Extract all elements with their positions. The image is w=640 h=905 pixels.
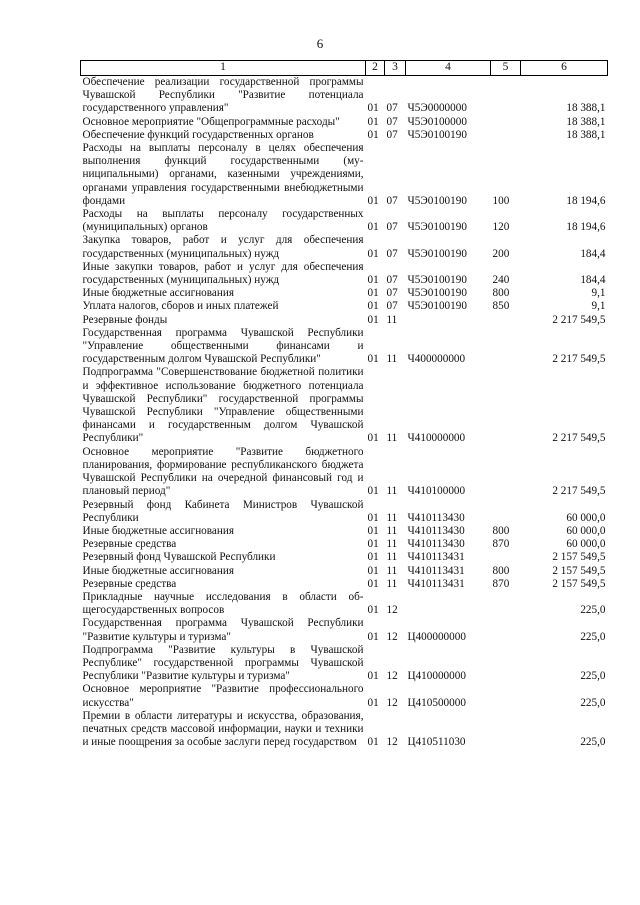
table-row bbox=[81, 327, 608, 367]
column-header-name: 1 bbox=[81, 61, 366, 76]
row-subsection: 12 bbox=[386, 670, 398, 683]
table-row bbox=[81, 300, 608, 313]
row-subsection: 11 bbox=[386, 538, 398, 551]
row-subsection: 07 bbox=[386, 300, 398, 313]
row-section: 01 bbox=[367, 274, 379, 287]
row-target-article: Ч5Э0100190 bbox=[407, 128, 467, 141]
row-name: Подпрограмма "Развитие культуры в Чувашской Республике" государственной программы Чувашской Республики "Развитие культуры и туризма" bbox=[82, 643, 364, 683]
row-subsection: 11 bbox=[386, 432, 398, 445]
table-row bbox=[81, 116, 608, 129]
column-header-subsection: 3 bbox=[385, 61, 406, 76]
row-subsection: 07 bbox=[386, 274, 398, 287]
table-row bbox=[81, 129, 608, 142]
table-row bbox=[81, 591, 608, 617]
row-target-article: Ч410113430 bbox=[407, 538, 465, 551]
row-name: Государственная программа Чувашской Республики "Управление общественными финансами и государственным долгом Чувашской Республики" bbox=[82, 326, 364, 366]
table-row bbox=[81, 76, 608, 116]
row-expense-type: 870 bbox=[492, 577, 510, 590]
row-amount: 9,1 bbox=[591, 300, 606, 313]
row-name: Основное мероприятие "Общепрограммные расходы" bbox=[82, 115, 340, 128]
row-subsection: 11 bbox=[386, 485, 398, 498]
row-amount: 60 000,0 bbox=[566, 538, 606, 551]
row-expense-type: 870 bbox=[492, 538, 510, 551]
row-name: Расходы на выплаты персоналу государственных (муниципальных) органов bbox=[82, 208, 364, 234]
row-expense-type bbox=[491, 591, 521, 617]
table-row bbox=[81, 446, 608, 499]
row-subsection: 11 bbox=[386, 353, 398, 366]
row-expense-type bbox=[491, 76, 521, 116]
row-name: Резервные средства bbox=[82, 538, 177, 551]
row-amount: 2 217 549,5 bbox=[552, 485, 606, 498]
row-subsection: 12 bbox=[386, 696, 398, 709]
row-target-article: Ч5Э0100190 bbox=[407, 287, 467, 300]
row-expense-type bbox=[491, 617, 521, 643]
row-target-article bbox=[406, 591, 491, 617]
row-amount: 225,0 bbox=[580, 630, 606, 643]
row-expense-type bbox=[491, 129, 521, 142]
row-amount: 225,0 bbox=[580, 736, 606, 749]
table-row bbox=[81, 565, 608, 578]
row-amount: 60 000,0 bbox=[566, 524, 606, 537]
table-row bbox=[81, 683, 608, 709]
row-amount: 18 388,1 bbox=[566, 115, 606, 128]
row-subsection: 07 bbox=[386, 115, 398, 128]
row-subsection: 07 bbox=[386, 128, 398, 141]
row-name: Обеспечение реализации государственной программы Чувашской Республики "Развитие потенциала государственного управления" bbox=[82, 76, 364, 115]
row-amount: 225,0 bbox=[580, 670, 606, 683]
row-name: Подпрограмма "Совершенствование бюджетной политики и эффективное использование бюджетного потенциала Чувашской Республики" государственной программы Чувашской Республики "Управление общественными финансами и государственным долгом Чувашской Республики" bbox=[82, 366, 364, 445]
row-amount: 18 388,1 bbox=[566, 128, 606, 141]
column-header-amount: 6 bbox=[521, 61, 608, 76]
row-amount: 2 217 549,5 bbox=[552, 432, 606, 445]
row-expense-type bbox=[491, 499, 521, 525]
row-expense-type: 100 bbox=[492, 194, 510, 207]
row-expense-type: 800 bbox=[492, 524, 510, 537]
row-expense-type: 800 bbox=[492, 564, 510, 577]
row-name: Иные бюджетные ассигнования bbox=[82, 287, 234, 300]
row-expense-type bbox=[491, 366, 521, 445]
row-name: Резервный фонд Кабинета Министров Чувашской Республики bbox=[82, 498, 364, 524]
row-section: 01 bbox=[367, 670, 379, 683]
column-header-expense-type: 5 bbox=[491, 61, 521, 76]
row-section: 01 bbox=[367, 194, 379, 207]
row-subsection: 11 bbox=[386, 313, 398, 326]
row-target-article: Ц410500000 bbox=[407, 696, 466, 709]
row-name: Резервные средства bbox=[82, 577, 177, 590]
row-target-article: Ц400000000 bbox=[407, 630, 466, 643]
column-header-section: 2 bbox=[366, 61, 385, 76]
row-section: 01 bbox=[367, 630, 379, 643]
row-expense-type bbox=[491, 116, 521, 129]
row-name: Резервный фонд Чувашской Республики bbox=[82, 551, 276, 564]
row-section: 01 bbox=[367, 511, 379, 524]
row-expense-type bbox=[491, 551, 521, 564]
row-expense-type bbox=[491, 683, 521, 709]
row-name: Государственная программа Чувашской Республики "Развитие культуры и туризма" bbox=[82, 617, 364, 643]
table-row bbox=[81, 142, 608, 208]
row-subsection: 11 bbox=[386, 564, 398, 577]
table-row bbox=[81, 617, 608, 643]
table-row bbox=[81, 314, 608, 327]
row-expense-type: 200 bbox=[492, 247, 510, 260]
row-section: 01 bbox=[367, 551, 379, 564]
row-amount: 18 388,1 bbox=[566, 102, 606, 115]
row-name: Иные бюджетные ассигнования bbox=[82, 524, 234, 537]
row-subsection: 07 bbox=[386, 287, 398, 300]
row-section: 01 bbox=[367, 300, 379, 313]
table-row bbox=[81, 578, 608, 591]
row-amount: 225,0 bbox=[580, 604, 606, 617]
row-section: 01 bbox=[367, 538, 379, 551]
row-amount: 9,1 bbox=[591, 287, 606, 300]
row-subsection: 12 bbox=[386, 604, 398, 617]
row-name: Резервные фонды bbox=[82, 313, 168, 326]
row-section: 01 bbox=[367, 221, 379, 234]
row-subsection: 11 bbox=[386, 511, 398, 524]
row-target-article bbox=[406, 314, 491, 327]
row-subsection: 11 bbox=[386, 524, 398, 537]
row-target-article: Ч410113431 bbox=[407, 577, 465, 590]
row-amount: 18 194,6 bbox=[566, 194, 606, 207]
row-section: 01 bbox=[367, 287, 379, 300]
row-subsection: 07 bbox=[386, 221, 398, 234]
row-subsection: 11 bbox=[386, 551, 398, 564]
row-name: Иные закупки товаров, работ и услуг для обеспечения государственных (муниципальных) нужд bbox=[82, 260, 364, 287]
row-expense-type bbox=[491, 327, 521, 367]
row-amount: 184,4 bbox=[580, 274, 606, 287]
row-expense-type bbox=[491, 314, 521, 327]
table-row bbox=[81, 525, 608, 538]
row-section: 01 bbox=[367, 102, 379, 115]
row-expense-type bbox=[491, 446, 521, 499]
row-target-article: Ч5Э0000000 bbox=[407, 102, 467, 115]
row-name: Иные бюджетные ассигнования bbox=[82, 564, 234, 577]
row-section: 01 bbox=[367, 577, 379, 590]
table-row bbox=[81, 538, 608, 551]
row-target-article: Ч410113430 bbox=[407, 511, 465, 524]
row-target-article: Ц410511030 bbox=[407, 736, 466, 749]
row-expense-type: 120 bbox=[492, 221, 510, 234]
row-target-article: Ч5Э0100190 bbox=[407, 247, 467, 260]
row-expense-type: 800 bbox=[492, 287, 510, 300]
row-expense-type: 850 bbox=[492, 300, 510, 313]
row-section: 01 bbox=[367, 128, 379, 141]
table-row bbox=[81, 644, 608, 684]
row-target-article: Ч5Э0100190 bbox=[407, 221, 467, 234]
row-target-article: Ч5Э0100000 bbox=[407, 115, 467, 128]
column-header-target-article: 4 bbox=[406, 61, 491, 76]
row-section: 01 bbox=[367, 485, 379, 498]
table-header-row bbox=[81, 61, 608, 76]
row-amount: 60 000,0 bbox=[566, 511, 606, 524]
row-amount: 2 217 549,5 bbox=[552, 313, 606, 326]
row-subsection: 07 bbox=[386, 102, 398, 115]
row-subsection: 12 bbox=[386, 630, 398, 643]
row-expense-type bbox=[491, 644, 521, 684]
row-target-article: Ч410113430 bbox=[407, 524, 465, 537]
budget-table bbox=[80, 60, 608, 749]
row-section: 01 bbox=[367, 736, 379, 749]
row-name: Расходы на выплаты персоналу в целях обеспечения выполнения функций государственными (муниципальными) органами, казенными учреждениями, органами управления государственными внебюджетными фондами bbox=[82, 142, 364, 207]
row-subsection: 07 bbox=[386, 194, 398, 207]
row-name: Основное мероприятие "Развитие профессионального искусства" bbox=[82, 683, 364, 709]
table-row bbox=[81, 208, 608, 234]
table-row bbox=[81, 551, 608, 564]
row-section: 01 bbox=[367, 696, 379, 709]
table-row bbox=[81, 234, 608, 260]
row-expense-type bbox=[491, 710, 521, 750]
row-amount: 2 157 549,5 bbox=[552, 577, 606, 590]
table-row bbox=[81, 366, 608, 445]
row-amount: 2 157 549,5 bbox=[552, 551, 606, 564]
row-amount: 225,0 bbox=[580, 696, 606, 709]
row-section: 01 bbox=[367, 353, 379, 366]
row-section: 01 bbox=[367, 604, 379, 617]
row-target-article: Ц410000000 bbox=[407, 670, 466, 683]
table-row bbox=[81, 710, 608, 750]
row-subsection: 07 bbox=[386, 247, 398, 260]
row-subsection: 12 bbox=[386, 736, 398, 749]
page-number: 6 bbox=[316, 36, 324, 51]
row-name: Обеспечение функций государственных органов bbox=[82, 128, 314, 141]
table-row bbox=[81, 287, 608, 300]
row-amount: 2 217 549,5 bbox=[552, 353, 606, 366]
row-amount: 2 157 549,5 bbox=[552, 564, 606, 577]
row-target-article: Ч410000000 bbox=[407, 432, 466, 445]
row-target-article: Ч5Э0100190 bbox=[407, 274, 467, 287]
row-section: 01 bbox=[367, 524, 379, 537]
row-subsection: 11 bbox=[386, 577, 398, 590]
row-name: Уплата налогов, сборов и иных платежей bbox=[82, 300, 279, 313]
row-section: 01 bbox=[367, 313, 379, 326]
row-amount: 18 194,6 bbox=[566, 221, 606, 234]
row-target-article: Ч5Э0100190 bbox=[407, 300, 467, 313]
row-section: 01 bbox=[367, 247, 379, 260]
row-target-article: Ч410113431 bbox=[407, 564, 465, 577]
table-row bbox=[81, 261, 608, 287]
row-target-article: Ч410100000 bbox=[407, 485, 466, 498]
row-name: Основное мероприятие "Развитие бюджетного планирования, формирование республиканского бюджета Чувашской Республики на очередной финансовый год и плановый период" bbox=[82, 445, 364, 498]
row-expense-type: 240 bbox=[492, 274, 510, 287]
table-row bbox=[81, 499, 608, 525]
table-body bbox=[81, 76, 608, 750]
row-target-article: Ч5Э0100190 bbox=[407, 194, 467, 207]
row-amount: 184,4 bbox=[580, 247, 606, 260]
row-name: Прикладные научные исследования в области общегосударственных вопросов bbox=[82, 590, 364, 617]
row-section: 01 bbox=[367, 432, 379, 445]
row-section: 01 bbox=[367, 564, 379, 577]
row-name: Закупка товаров, работ и услуг для обеспечения государственных (муниципальных) нужд bbox=[82, 234, 364, 260]
row-target-article: Ч400000000 bbox=[407, 353, 466, 366]
row-target-article: Ч410113431 bbox=[407, 551, 465, 564]
row-section: 01 bbox=[367, 115, 379, 128]
row-name: Премии в области литературы и искусства, образования, печатных средств массовой информации, науки и техники и иные поощрения за особые заслуги перед государством bbox=[82, 709, 364, 749]
